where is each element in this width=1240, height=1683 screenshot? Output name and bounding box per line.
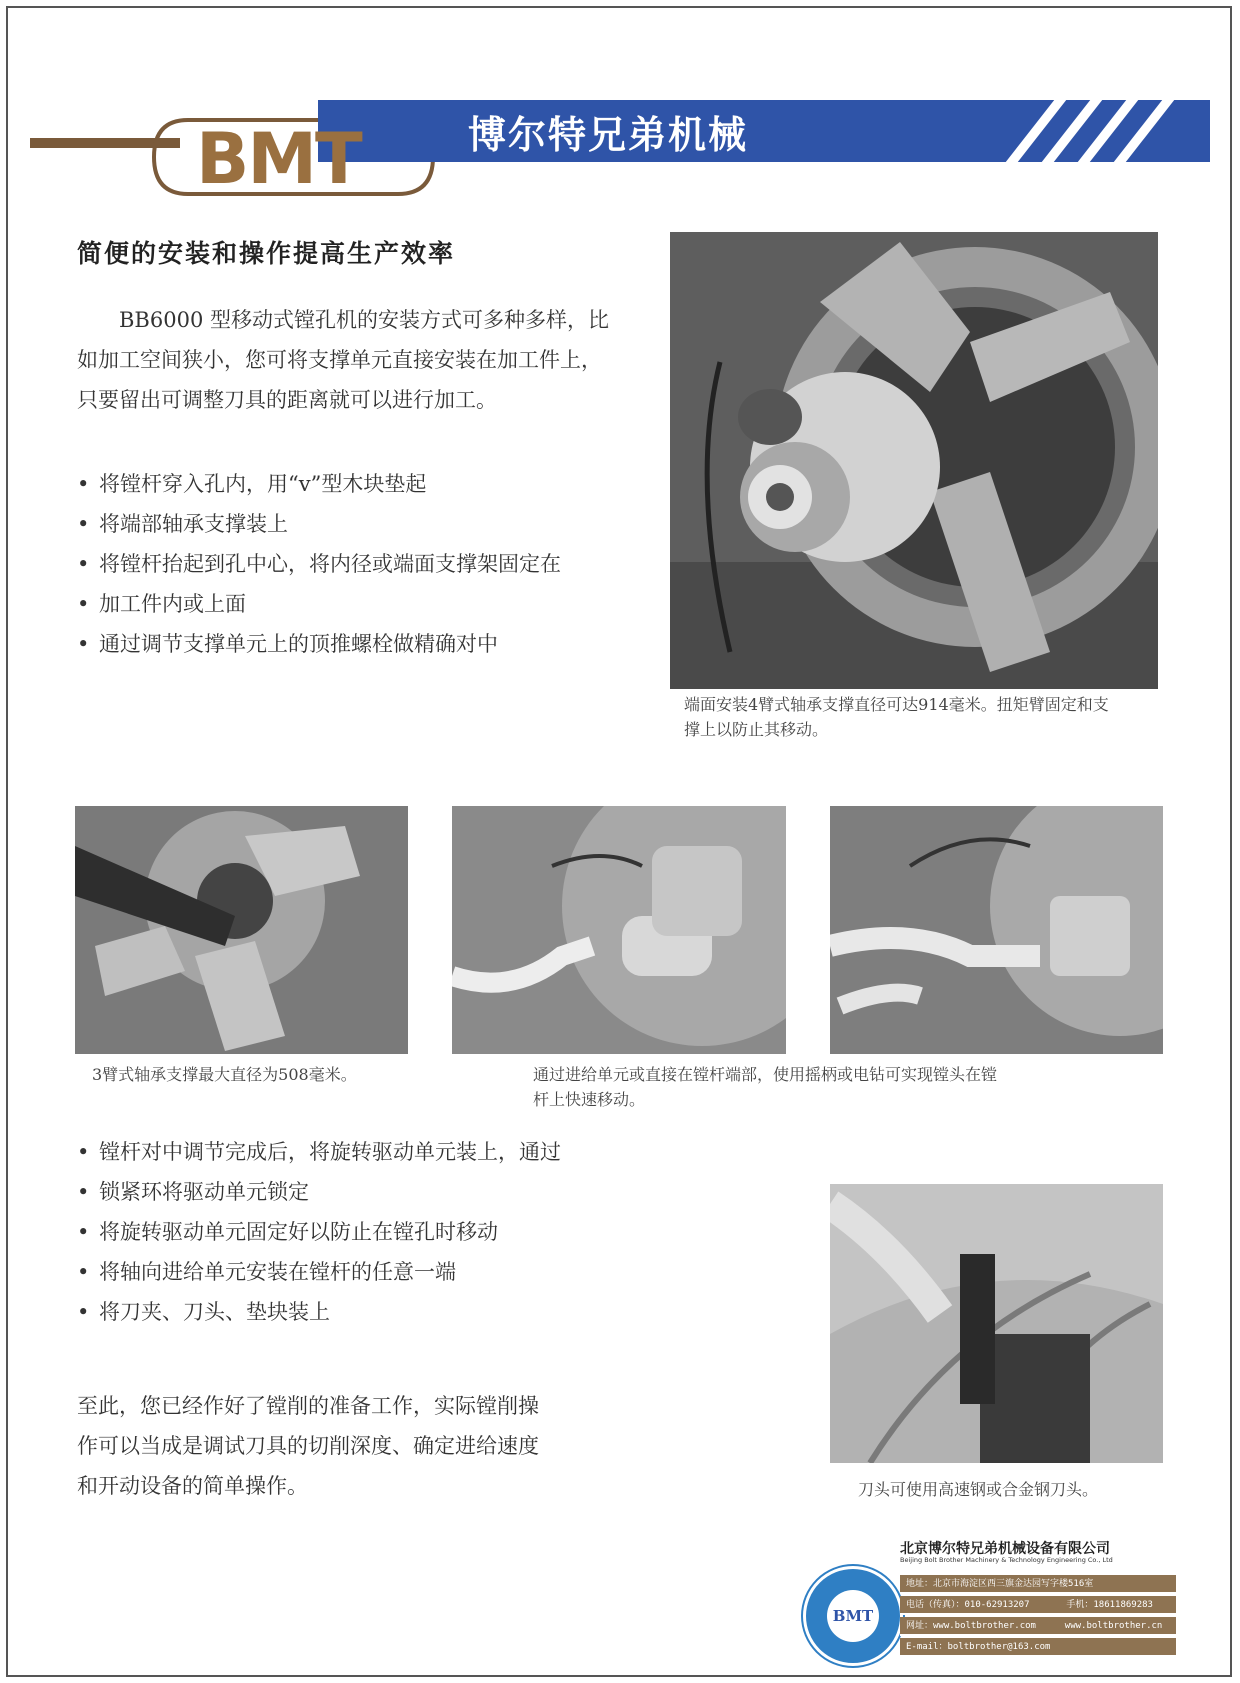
company-name-en: Beijing Bolt Brother Machinery & Technology Engineering Co., Ltd (900, 1556, 1113, 1564)
intro-text: BB6000 型移动式镗孔机的安装方式可多种多样，比如加工空间狭小，您可将支撑单元直接安装在加工件上，只要留出可调整刀具的距离就可以进行加工。 (77, 308, 609, 412)
caption-line: 撑上以防止其移动。 (684, 720, 829, 739)
caption-main-photo (684, 692, 1109, 742)
intro-paragraph (77, 300, 617, 420)
photo-feed-crank (452, 806, 786, 1054)
bullet-list-drive (77, 1132, 561, 1332)
footer-phone: 电话（传真）：010-62913207 (906, 1600, 1030, 1610)
caption-line: 通过进给单元或直接在镗杆端部，使用摇柄或电钻可实现镗头在镗 (533, 1065, 998, 1084)
closing-line: 和开动设备的简单操作。 (77, 1474, 308, 1498)
photo-cutting-tool (830, 1184, 1163, 1463)
footer-phone-row (900, 1596, 1176, 1615)
footer-web-row (900, 1617, 1176, 1636)
list-item: • 将轴向进给单元安装在镗杆的任意一端 (77, 1252, 561, 1292)
list-item: • 镗杆对中调节完成后，将旋转驱动单元装上，通过 (77, 1132, 561, 1172)
list-item: • 将端部轴承支撑装上 (77, 504, 561, 544)
footer-email[interactable]: E-mail：boltbrother@163.com (900, 1638, 1176, 1657)
caption-3arm: 3臂式轴承支撑最大直径为508毫米。 (92, 1065, 357, 1084)
company-name-cn: 北京博尔特兄弟机械设备有限公司 (900, 1541, 1110, 1557)
closing-paragraph (77, 1386, 637, 1506)
footer-website[interactable]: 网址：www.boltbrother.com (906, 1621, 1036, 1631)
photo-3arm-bearing-support (75, 806, 408, 1054)
list-item: • 将镗杆抬起到孔中心，将内径或端面支撑架固定在 (77, 544, 561, 584)
list-item: • 将刀夹、刀头、垫块装上 (77, 1292, 561, 1332)
photo-feed-drill (830, 806, 1163, 1054)
footer-address: 地址：北京市海淀区西三旗金达园写字楼516室 (900, 1575, 1176, 1594)
company-title: 博尔特兄弟机械 (468, 113, 749, 157)
caption-tool: 刀头可使用高速钢或合金钢刀头。 (858, 1480, 1099, 1499)
closing-line: 至此，您已经作好了镗削的准备工作，实际镗削操 (77, 1394, 539, 1418)
caption-line: 端面安装4臂式轴承支撑直径可达914毫米。扭矩臂固定和支 (684, 695, 1109, 714)
list-item: • 将镗杆穿入孔内，用“v”型木块垫起 (77, 464, 561, 504)
bullet-list-setup (77, 464, 561, 664)
list-item-continuation: • 加工件内或上面 (77, 584, 561, 624)
closing-line: 作可以当成是调试刀具的切削深度、确定进给速度 (77, 1434, 539, 1458)
section-heading: 简便的安装和操作提高生产效率 (77, 239, 456, 268)
footer-mobile: 手机：18611869283 (1066, 1600, 1153, 1610)
list-item: • 将旋转驱动单元固定好以防止在镗孔时移动 (77, 1212, 561, 1252)
footer-website2[interactable]: www.boltbrother.cn (1064, 1621, 1163, 1631)
caption-line: 杆上快速移动。 (533, 1090, 646, 1109)
caption-feed (533, 1062, 997, 1112)
bmt-logo: BMT (196, 118, 361, 200)
list-item: • 通过调节支撑单元上的顶推螺栓做精确对中 (77, 624, 561, 664)
emblem-text: BMT (827, 1590, 879, 1642)
bmt-emblem (803, 1566, 903, 1666)
photo-4arm-bearing-support (670, 232, 1158, 689)
list-item-continuation: • 锁紧环将驱动单元锁定 (77, 1172, 561, 1212)
